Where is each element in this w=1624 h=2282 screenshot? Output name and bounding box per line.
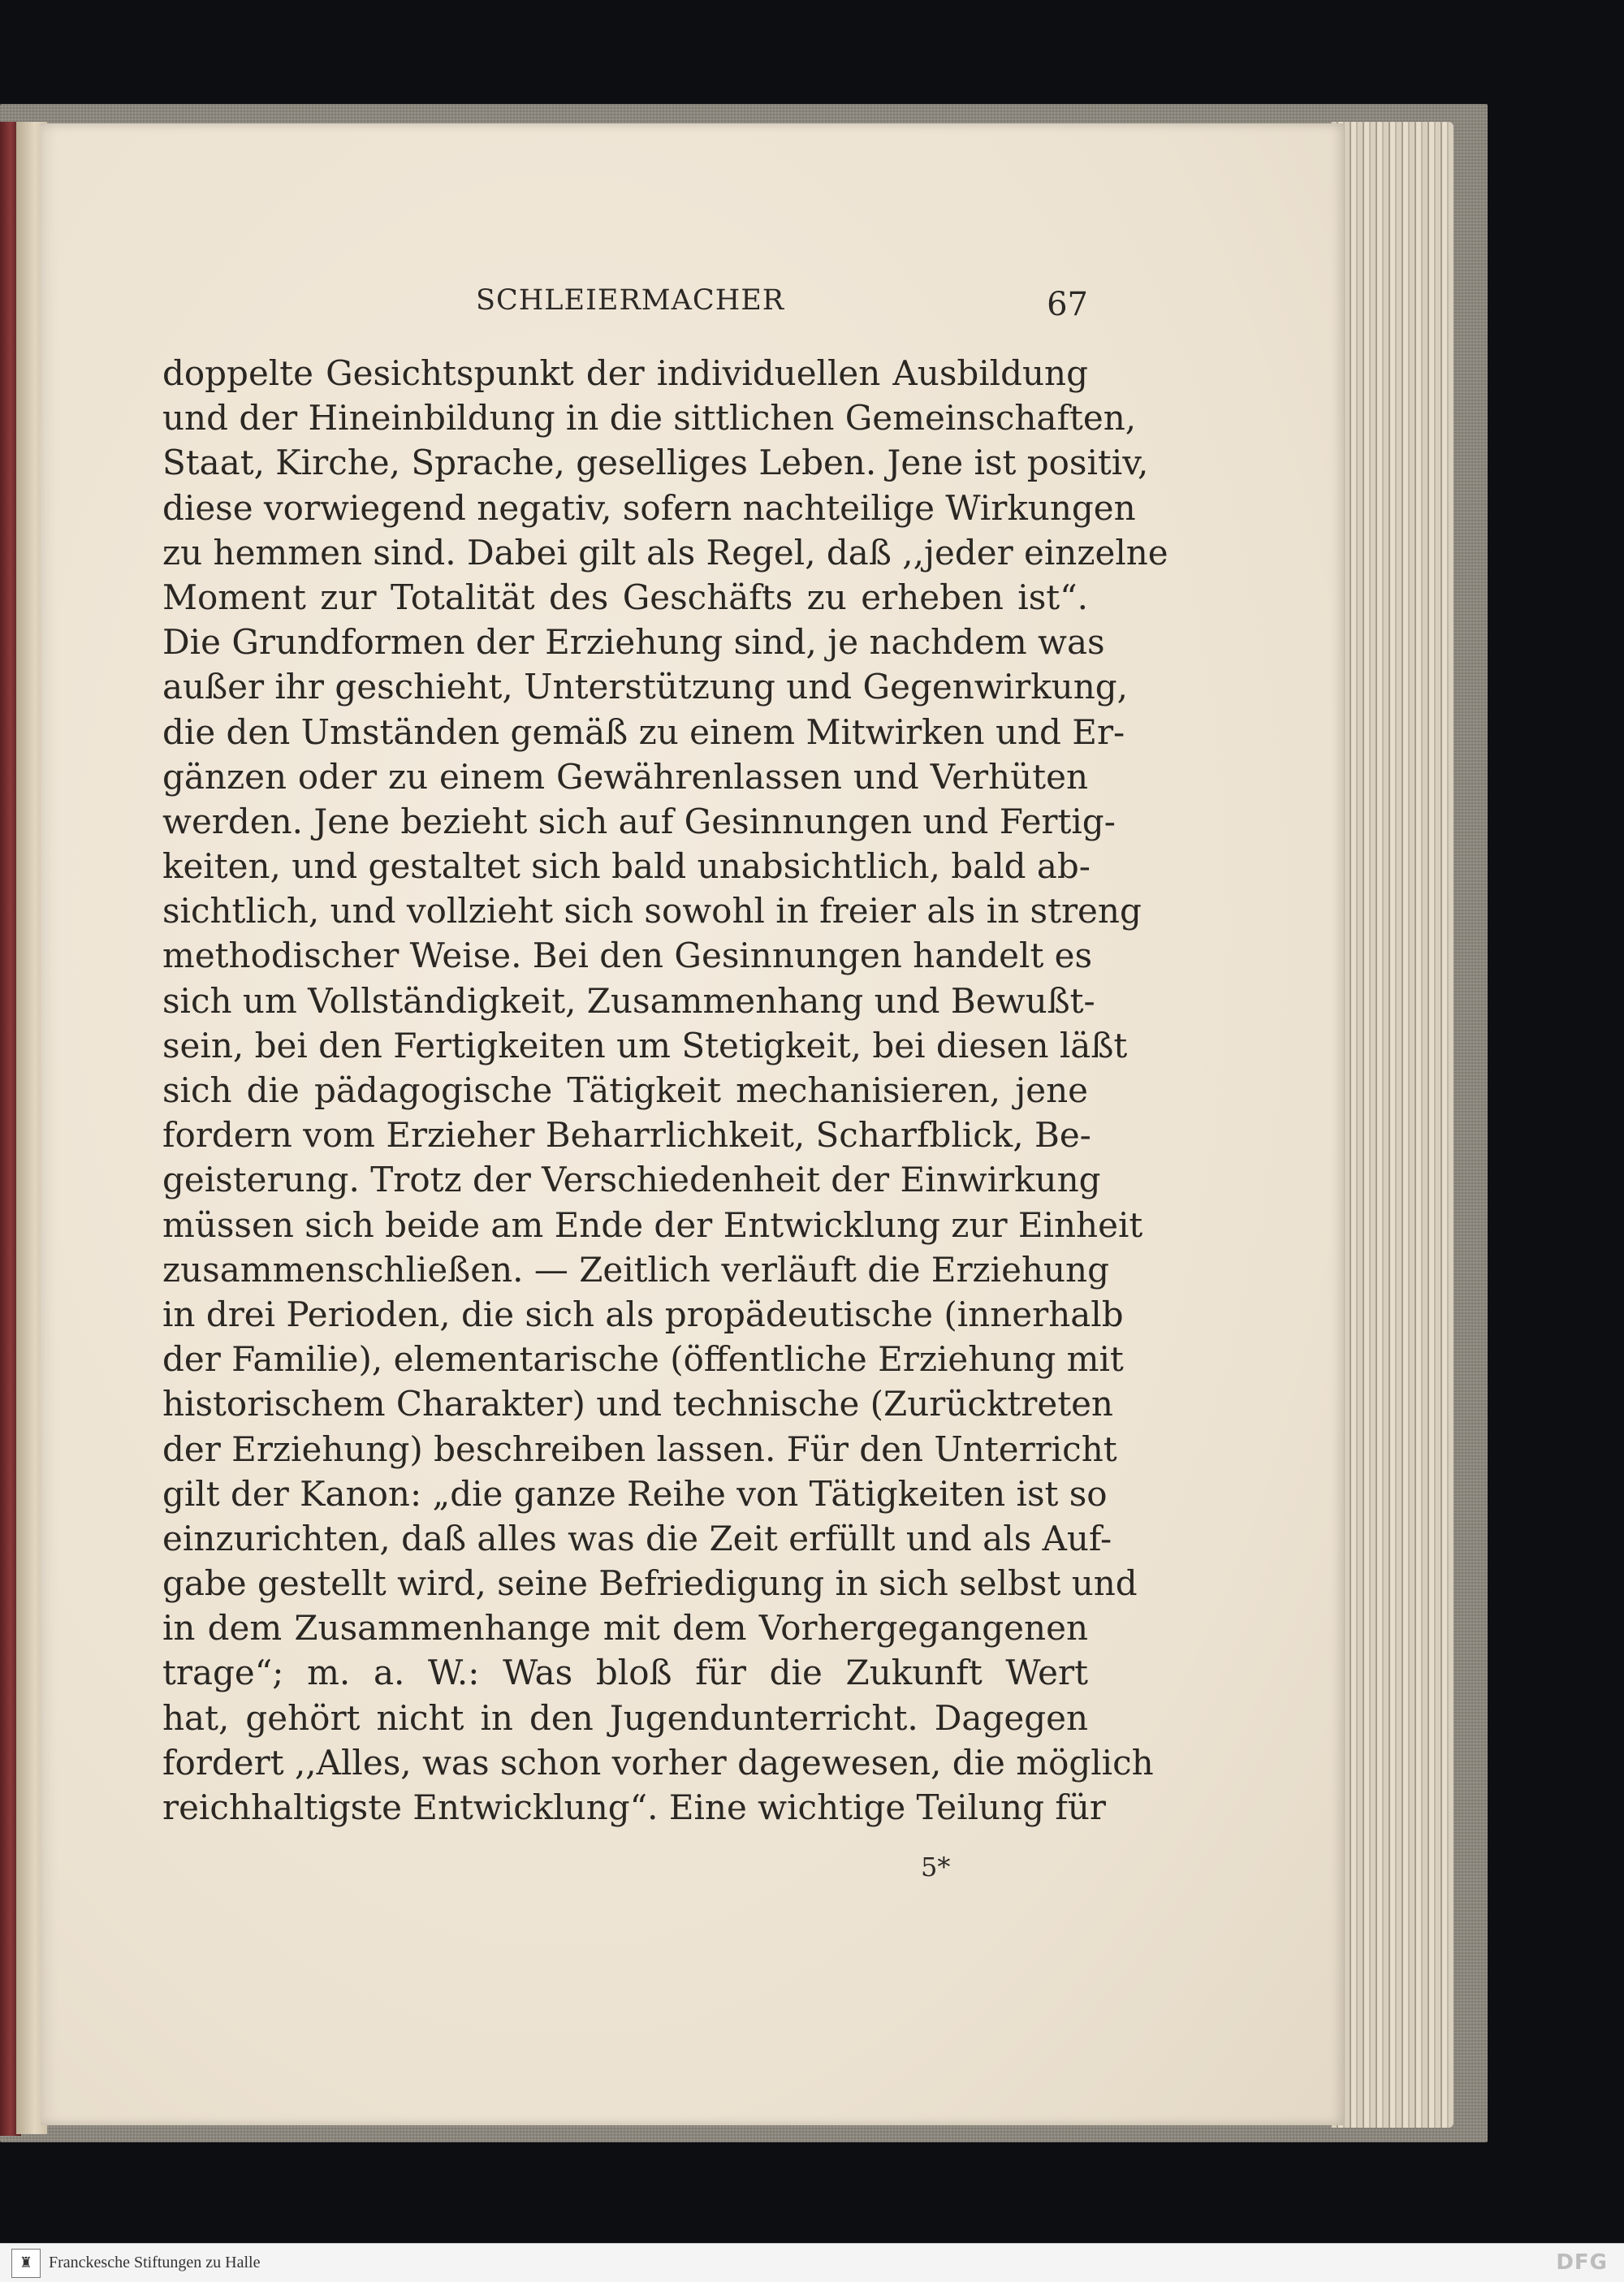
text-line: und der Hineinbildung in die sittlichen Gemeinschaften, (162, 398, 1137, 439)
text-line: sein, bei den Fertigkeiten um Stetigkeit, bei diesen läßt (162, 1025, 1128, 1065)
text-line: sichtlich, und vollzieht sich sowohl in freier als in streng (162, 891, 1142, 931)
funder-logo: DFG (1556, 2250, 1608, 2275)
text-line: zu hemmen sind. Dabei gilt als Regel, daß ,,jeder einzelne (162, 532, 1168, 573)
text-line: keiten, und gestaltet sich bald unabsichtlich, bald ab- (162, 846, 1091, 887)
text-line: Staat, Kirche, Sprache, geselliges Leben. Jene ist positiv, (162, 443, 1149, 483)
page-edges (1332, 122, 1453, 2128)
text-line: sich um Vollständigkeit, Zusammenhang und Bewußt- (162, 980, 1095, 1021)
viewer-footer (0, 2243, 1624, 2282)
text-line: der Erziehung) beschreiben lassen. Für den Unterricht (162, 1428, 1117, 1469)
text-line: die den Umständen gemäß zu einem Mitwirken und Er- (162, 711, 1125, 752)
text-line: gänzen oder zu einem Gewährenlassen und Verhüten (162, 756, 1088, 797)
text-line: doppelte Gesichtspunkt der individuellen Ausbildung (162, 353, 1088, 393)
running-title: SCHLEIERMACHER (476, 284, 785, 317)
text-line: werden. Jene bezieht sich auf Gesinnungen und Fertig- (162, 801, 1116, 841)
text-line: hat, gehört nicht in den Jugendunterricht. Dagegen (162, 1697, 1088, 1738)
text-line: einzurichten, daß alles was die Zeit erfüllt und als Auf- (162, 1518, 1112, 1558)
text-line: in dem Zusammenhange mit dem Vorhergegangenen (162, 1608, 1088, 1649)
institution-logo-icon: ♜ (11, 2249, 41, 2278)
text-line: Die Grundformen der Erziehung sind, je nachdem was (162, 622, 1105, 663)
text-line: trage“; m. a. W.: Was bloß für die Zukunft Wert (162, 1653, 1088, 1693)
text-line: fordern vom Erzieher Beharrlichkeit, Scharfblick, Be- (162, 1115, 1091, 1156)
text-line: sich die pädagogische Tätigkeit mechanisieren, jene (162, 1070, 1088, 1110)
text-line: außer ihr geschieht, Unterstützung und Gegenwirkung, (162, 667, 1128, 707)
page-number: 67 (1047, 286, 1088, 323)
text-line: historischem Charakter) und technische (Zurücktreten (162, 1384, 1113, 1424)
text-line: gabe gestellt wird, seine Befriedigung in sich selbst und (162, 1563, 1138, 1604)
text-line: geisterung. Trotz der Verschiedenheit der Einwirkung (162, 1160, 1101, 1200)
running-head (162, 284, 1088, 333)
body-text (162, 351, 1168, 1830)
footer-institution: Franckesche Stiftungen zu Halle (49, 2254, 261, 2271)
text-line: fordert ,,Alles, was schon vorher dagewesen, die möglich (162, 1742, 1154, 1783)
signature-mark: 5* (921, 1852, 951, 1882)
text-line: zusammenschließen. — Zeitlich verläuft die Erziehung (162, 1249, 1109, 1290)
text-line: gilt der Kanon: „die ganze Reihe von Tätigkeiten ist so (162, 1473, 1108, 1514)
text-line: diese vorwiegend negativ, sofern nachteilige Wirkungen (162, 487, 1136, 528)
text-line: reichhaltigste Entwicklung“. Eine wichtige Teilung für (162, 1787, 1107, 1827)
text-line: Moment zur Totalität des Geschäfts zu erheben ist“. (162, 577, 1088, 617)
text-line: methodischer Weise. Bei den Gesinnungen handelt es (162, 936, 1093, 976)
text-line: müssen sich beide am Ende der Entwicklung zur Einheit (162, 1204, 1143, 1245)
text-line: in drei Perioden, die sich als propädeutische (innerhalb (162, 1294, 1124, 1334)
text-line: der Familie), elementarische (öffentliche Erziehung mit (162, 1339, 1124, 1380)
